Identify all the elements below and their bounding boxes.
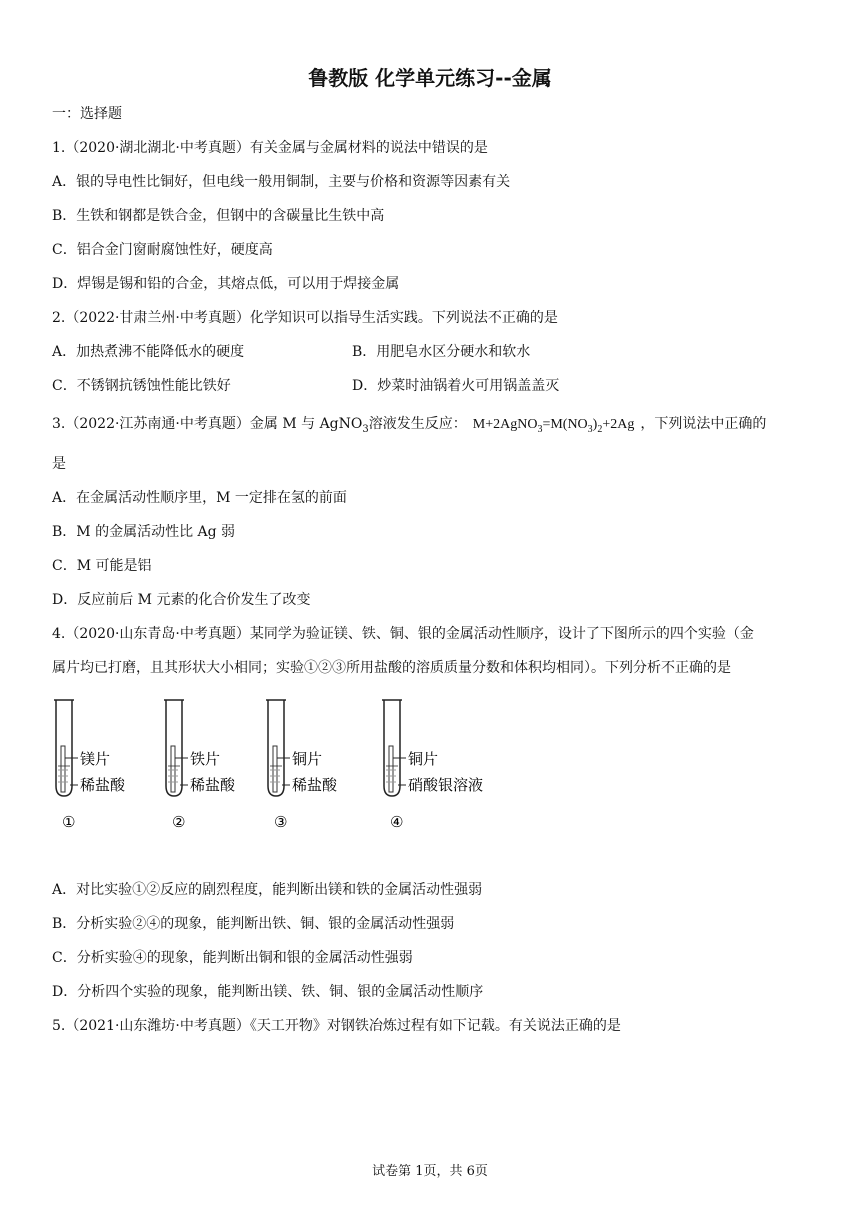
question-5-stem: 5.（2021·山东潍坊·中考真题）《天工开物》对钢铁冶炼过程有如下记载。有关说法正确的是 xyxy=(52,1018,621,1034)
tube-1-solution-label: 稀盐酸 xyxy=(80,776,126,794)
tube-4-solution-label: 硝酸银溶液 xyxy=(408,776,484,794)
question-1-option-b: B．生铁和钢都是铁合金，但钢中的含碳量比生铁中高 xyxy=(52,208,385,224)
question-3-option-a: A．在金属活动性顺序里，M 一定排在氢的前面 xyxy=(52,490,347,506)
formula-part-a: M+2AgNO xyxy=(472,417,538,432)
question-3-stem xyxy=(52,414,766,440)
tube-2-solution-label: 稀盐酸 xyxy=(190,776,236,794)
reaction-formula xyxy=(472,417,635,435)
question-2-stem: 2.（2022·甘肃兰州·中考真题）化学知识可以指导生活实践。下列说法不正确的是 xyxy=(52,310,558,326)
formula-part-d: +2Ag xyxy=(602,417,635,432)
tube-1-number: ① xyxy=(62,813,76,831)
question-3-stem-sub: 3 xyxy=(362,423,369,435)
question-2-option-d: D．炒菜时油锅着火可用锅盖盖灭 xyxy=(352,378,560,394)
question-3-option-c: C．M 可能是铝 xyxy=(52,558,152,574)
tube-3-number: ③ xyxy=(274,813,288,831)
page-footer: 试卷第 1页，共 6页 xyxy=(372,1164,488,1179)
test-tube-4 xyxy=(382,700,483,831)
formula-part-b: =M(NO xyxy=(542,417,588,432)
test-tube-2 xyxy=(164,700,236,831)
test-tube-1 xyxy=(54,700,126,831)
formula-sub-2: 2 xyxy=(597,423,603,435)
question-2-option-b: B．用肥皂水区分硬水和软水 xyxy=(352,344,531,360)
tube-4-metal-label: 铜片 xyxy=(408,750,439,768)
question-1-option-c: C．铝合金门窗耐腐蚀性好，硬度高 xyxy=(52,242,273,258)
question-2-option-c: C．不锈钢抗锈蚀性能比铁好 xyxy=(52,378,231,394)
question-2-option-a: A．加热煮沸不能降低水的硬度 xyxy=(52,344,245,360)
tube-2-metal-label: 铁片 xyxy=(190,750,221,768)
section-heading: 一：选择题 xyxy=(52,106,122,122)
question-1-option-d: D．焊锡是锡和铅的合金，其熔点低，可以用于焊接金属 xyxy=(52,276,400,292)
question-3-stem-pre: 3.（2022·江苏南通·中考真题）金属 M 与 AgNO xyxy=(52,416,363,432)
page-title: 鲁教版 化学单元练习--金属 xyxy=(308,66,552,90)
question-1-option-a: A．银的导电性比铜好，但电线一般用铜制，主要与价格和资源等因素有关 xyxy=(52,174,511,190)
tube-4-number: ④ xyxy=(390,813,404,831)
test-tube-figure xyxy=(52,698,512,838)
question-4-option-a: A．对比实验①②反应的剧烈程度，能判断出镁和铁的金属活动性强弱 xyxy=(52,882,483,898)
question-4-stem-line-2: 属片均已打磨，且其形状大小相同；实验①②③所用盐酸的溶质质量分数和体积均相同）。下列分析不正确的是 xyxy=(52,660,731,676)
tube-1-metal-label: 镁片 xyxy=(80,750,111,768)
question-1-stem: 1.（2020·湖北湖北·中考真题）有关金属与金属材料的说法中错误的是 xyxy=(52,140,488,156)
question-4-option-c: C．分析实验④的现象，能判断出铜和银的金属活动性强弱 xyxy=(52,950,413,966)
tube-2-number: ② xyxy=(172,813,186,831)
question-4-stem-line-1: 4.（2020·山东青岛·中考真题）某同学为验证镁、铁、铜、银的金属活动性顺序，设计了下图所示的四个实验（金 xyxy=(52,626,754,642)
question-3-option-d: D．反应前后 M 元素的化合价发生了改变 xyxy=(52,592,311,608)
question-3-option-b: B．M 的金属活动性比 Ag 弱 xyxy=(52,524,236,540)
formula-part-c: ) xyxy=(592,417,598,432)
test-tube-3 xyxy=(266,700,338,831)
formula-sub-3: 3 xyxy=(537,423,543,435)
formula-sub-3b: 3 xyxy=(587,423,593,435)
question-3-stem-continued: 是 xyxy=(52,456,66,472)
tube-3-metal-label: 铜片 xyxy=(292,750,323,768)
question-4-option-b: B．分析实验②④的现象，能判断出铁、铜、银的金属活动性强弱 xyxy=(52,916,455,932)
tube-3-solution-label: 稀盐酸 xyxy=(292,776,338,794)
question-4-option-d: D．分析四个实验的现象，能判断出镁、铁、铜、银的金属活动性顺序 xyxy=(52,984,484,1000)
question-3-stem-mid: 溶液发生反应： xyxy=(368,416,467,432)
question-3-stem-post: ，下列说法中正确的 xyxy=(640,416,767,432)
